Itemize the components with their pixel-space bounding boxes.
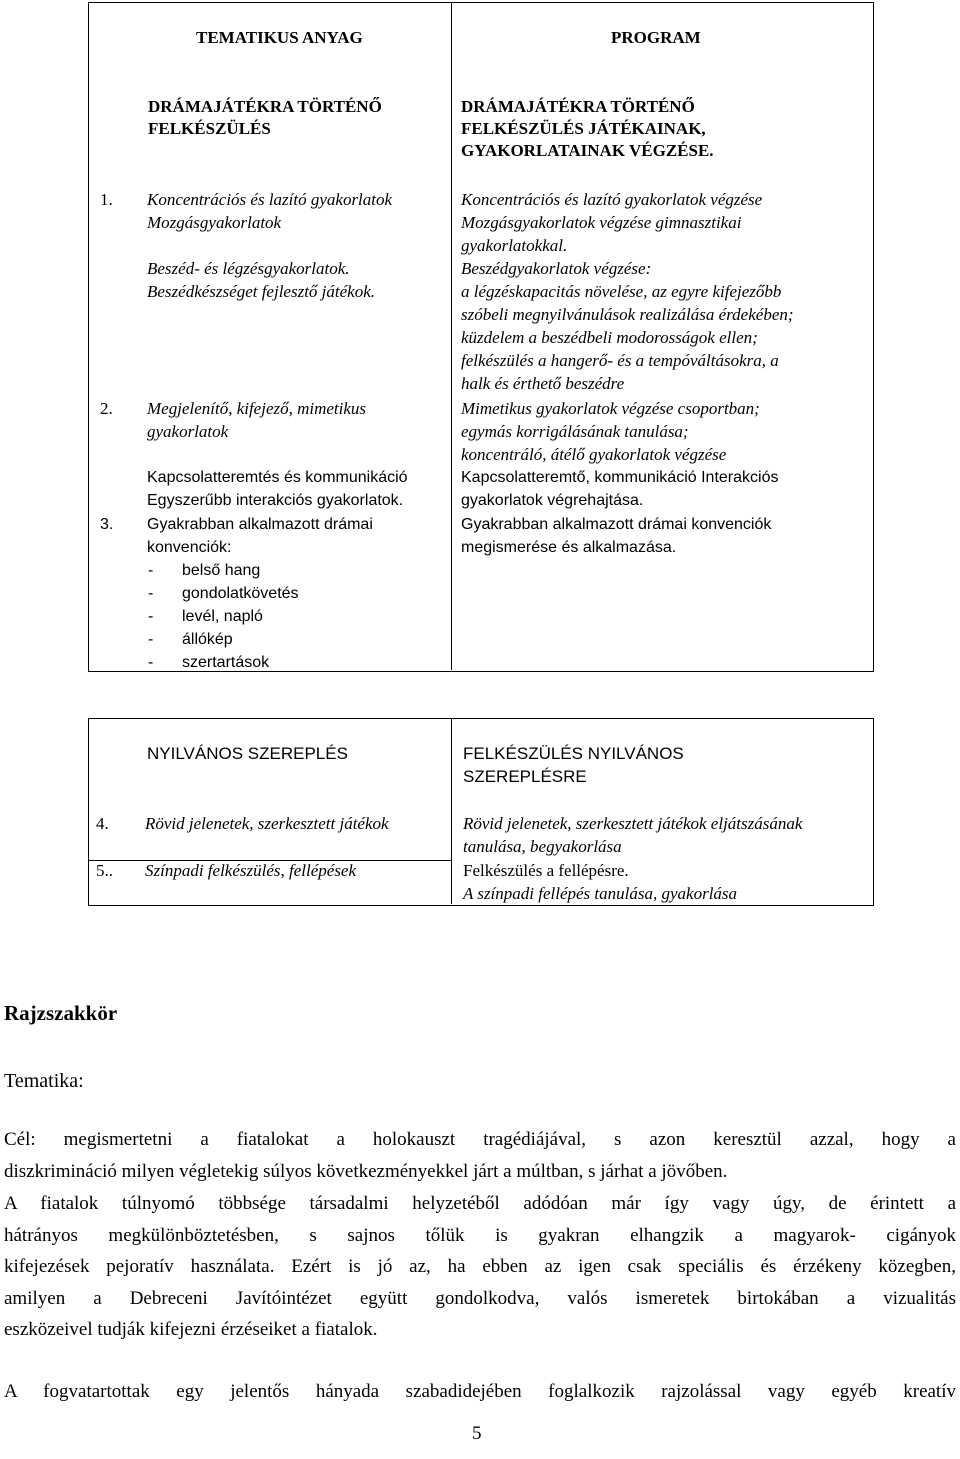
header-tematikus-anyag: TEMATIKUS ANYAG xyxy=(196,28,363,47)
r5-right-line: A színpadi fellépés tanulása, gyakorlása xyxy=(463,884,738,903)
section-title: Rajzszakkör xyxy=(4,1001,118,1025)
paragraph-detainees xyxy=(4,1376,956,1408)
s3-left-line: konvenciók: xyxy=(147,539,232,556)
s2-right-b-line: gyakorlatok végrehajtása. xyxy=(461,492,644,509)
paragraph-line: hátrányos megkülönböztetésben, s sajnos tőlük is gyakran elhangzik a magyarok- cigányok xyxy=(4,1224,956,1246)
s3-list-dash: - xyxy=(148,631,154,648)
r4-left: Rövid jelenetek, szerkesztett játékok xyxy=(145,814,389,833)
s3-list-dash: - xyxy=(148,654,154,671)
s2-right-line: egymás korrigálásának tanulása; xyxy=(461,422,689,441)
s3-list-item: állókép xyxy=(182,631,233,648)
s3-list-item: levél, napló xyxy=(182,608,263,625)
row-number-4: 4. xyxy=(96,814,109,833)
s1-right-line: Koncentrációs és lazító gyakorlatok végzése xyxy=(461,190,763,209)
s1-right-line: gyakorlatokkal. xyxy=(461,236,568,255)
header-felkeszules-line1: FELKÉSZÜLÉS NYILVÁNOS xyxy=(463,744,684,763)
s3-list-dash: - xyxy=(148,562,154,579)
sub-right-line2: FELKÉSZÜLÉS JÁTÉKAINAK, xyxy=(461,119,706,138)
s1-left-line: Beszédkészséget fejlesztő játékok. xyxy=(147,282,376,301)
paragraph-line: diszkrimináció milyen végletekig súlyos következményekkel járt a múltban, s járhat a jövőben. xyxy=(4,1160,728,1182)
s2-right-b-line: Kapcsolatteremtő, kommunikáció Interakciós xyxy=(461,469,779,486)
column-divider xyxy=(451,718,452,904)
r4-right-line: tanulása, begyakorlása xyxy=(463,837,622,856)
header-nyilvanos-szerepeles: NYILVÁNOS SZEREPLÉS xyxy=(147,744,348,763)
page-number: 5 xyxy=(472,1423,482,1444)
paragraph-line: amilyen a Debreceni Javítóintézet együtt gondolkodva, valós ismeretek birtokában a vizualitás xyxy=(4,1287,956,1309)
section-number-1: 1. xyxy=(100,190,113,209)
paragraph-context xyxy=(4,1188,956,1346)
s1-right-line: Mozgásgyakorlatok végzése gimnasztikai xyxy=(461,213,742,232)
paragraph-line: kifejezések pejoratív használata. Ezért is jó az, ha ebben az igen csak speciális és érzékeny közegben, xyxy=(4,1256,956,1277)
s3-list-dash: - xyxy=(148,608,154,625)
s1-right-line: a légzéskapacitás növelése, az egyre kifejezőbb xyxy=(461,282,782,301)
sub-left-line2: FELKÉSZÜLÉS xyxy=(148,119,271,138)
s3-list-item: belső hang xyxy=(182,562,261,579)
header-felkeszules-line2: SZEREPLÉSRE xyxy=(463,767,587,786)
s2-left-b-line: Egyszerűbb interakciós gyakorlatok. xyxy=(147,492,404,509)
paragraph-line: A fiatalok túlnyomó többsége társadalmi helyzetéből adódóan már így vagy úgy, de érintett a xyxy=(4,1193,956,1214)
section-number-2: 2. xyxy=(100,399,113,418)
s1-right-line: küzdelem a beszédbeli modorosságok ellen; xyxy=(461,328,758,347)
s3-list-item: szertartások xyxy=(182,654,270,671)
r4-right-line: Rövid jelenetek, szerkesztett játékok eljátszásának xyxy=(463,814,803,833)
section-number-3: 3. xyxy=(100,516,114,533)
s2-right-line: Mimetikus gyakorlatok végzése csoportban; xyxy=(461,399,760,418)
s3-right-line: megismerése és alkalmazása. xyxy=(461,539,677,556)
sub-right-line3: GYAKORLATAINAK VÉGZÉSE. xyxy=(461,141,714,160)
s2-left-line: Megjelenítő, kifejező, mimetikus xyxy=(147,399,367,418)
s1-left-line: Koncentrációs és lazító gyakorlatok xyxy=(147,190,393,209)
s1-right-line: felkészülés a hangerő- és a tempóváltásokra, a xyxy=(461,351,779,370)
header-program: PROGRAM xyxy=(611,28,701,47)
s2-left-line: gyakorlatok xyxy=(147,422,229,441)
s1-left-line: Mozgásgyakorlatok xyxy=(147,213,282,232)
s1-left-line: Beszéd- és légzésgyakorlatok. xyxy=(147,259,350,278)
s1-right-line: szóbeli megnyilvánulások realizálása érdekében; xyxy=(461,305,794,324)
s3-left-line: Gyakrabban alkalmazott drámai xyxy=(147,516,373,533)
r5-left: Színpadi felkészülés, fellépések xyxy=(145,861,357,880)
s3-right-line: Gyakrabban alkalmazott drámai konvenciók xyxy=(461,516,772,533)
paragraph-line: Cél: megismertetni a fiatalokat a holokauszt tragédiájával, s azon keresztül azzal, hogy a xyxy=(4,1129,956,1150)
s2-right-line: koncentráló, átélő gyakorlatok végzése xyxy=(461,445,727,464)
row-number-5: 5.. xyxy=(96,861,113,880)
paragraph-goal xyxy=(4,1124,956,1187)
paragraph-line: eszközeivel tudják kifejezni érzéseiket a fiatalok. xyxy=(4,1319,378,1340)
r5-right-line: Felkészülés a fellépésre. xyxy=(463,861,629,880)
s1-right-line: halk és érthető beszédre xyxy=(461,374,625,393)
s2-left-b-line: Kapcsolatteremtés és kommunikáció xyxy=(147,469,408,486)
paragraph-line: A fogvatartottak egy jelentős hányada szabadidejében foglalkozik rajzolással vagy egyéb kreatív xyxy=(4,1381,956,1402)
s3-list-dash: - xyxy=(148,585,154,602)
s1-right-line: Beszédgyakorlatok végzése: xyxy=(461,259,652,278)
sub-right-line1: DRÁMAJÁTÉKRA TÖRTÉNŐ xyxy=(461,97,695,116)
s3-list-item: gondolatkövetés xyxy=(182,585,299,602)
sub-left-line1: DRÁMAJÁTÉKRA TÖRTÉNŐ xyxy=(148,97,382,116)
section-subtitle: Tematika: xyxy=(4,1070,84,1092)
column-divider xyxy=(451,2,452,670)
